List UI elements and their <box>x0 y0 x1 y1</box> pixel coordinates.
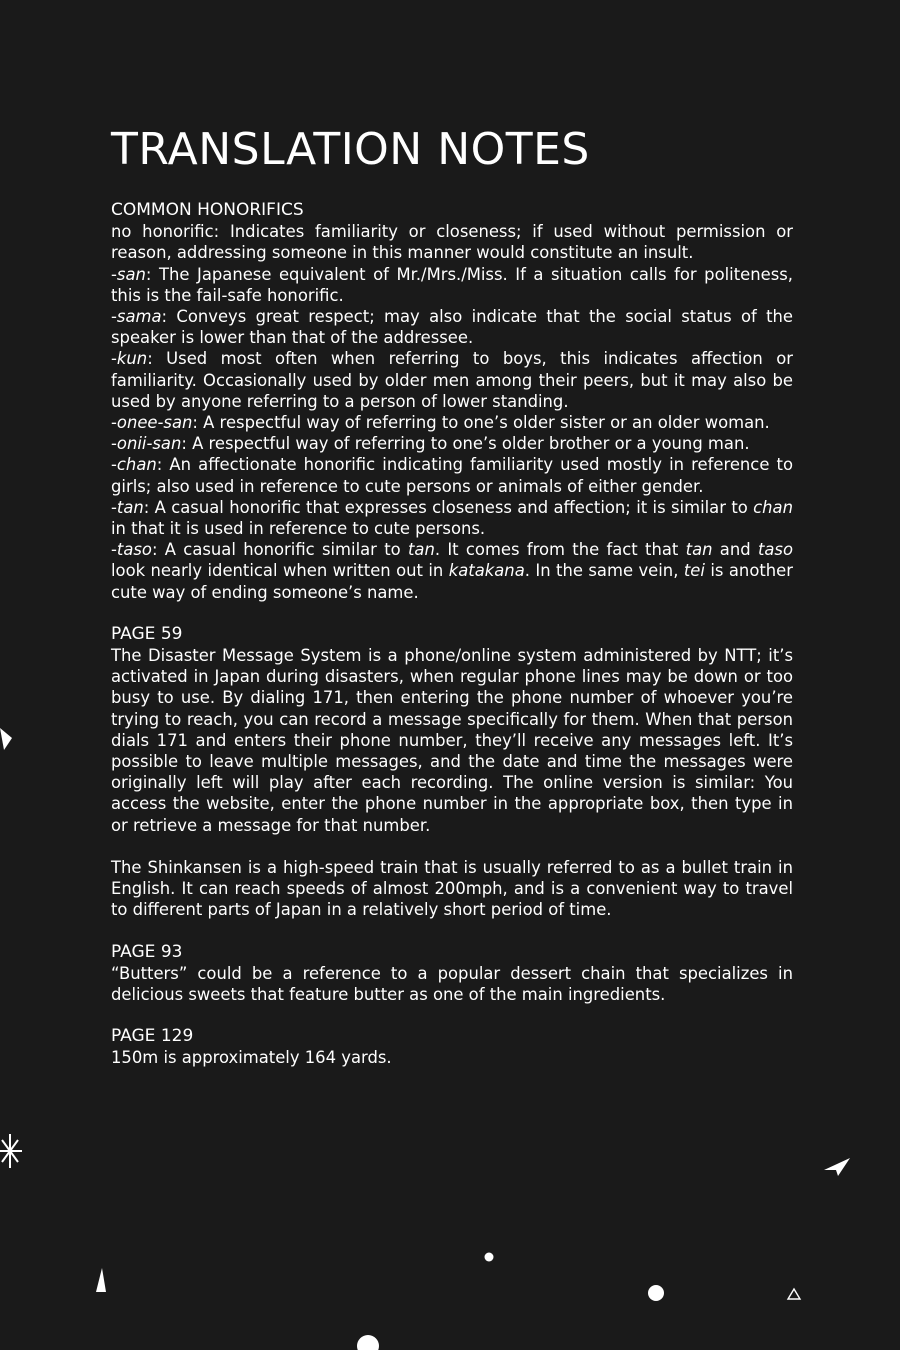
page-59-section <box>111 624 793 836</box>
honorific-definition-part: . It comes from the fact that <box>434 540 686 560</box>
italic-term: katakana <box>448 561 525 581</box>
honorific-definition: : Used most often when referring to boys, this indicates affection or familiarity. Occasionally used by older men among their peers, but it may also be used by anyone referring to a person of lower standing. <box>111 349 793 411</box>
honorific-prefix: - <box>111 264 117 284</box>
honorific-term: kun <box>116 349 148 369</box>
honorific-entry-taso <box>111 539 793 603</box>
honorific-term: onii-san <box>116 434 182 454</box>
honorific-definition-part: look nearly identical when written out in <box>111 561 449 581</box>
honorific-definition-part: . In the same vein, <box>524 561 684 581</box>
page-59-heading: PAGE 59 <box>111 623 183 644</box>
italic-term: tan <box>407 540 435 560</box>
paper-plane-triangle-icon <box>824 1156 852 1178</box>
honorific-definition: : Indicates familiarity or closeness; if used without permission or reason, addressing someone in this manner would constitute an insult. <box>111 222 793 263</box>
honorific-prefix: - <box>111 455 117 475</box>
honorific-prefix: - <box>111 413 117 433</box>
honorific-entry-kun <box>111 348 793 412</box>
honorifics-section <box>111 200 793 603</box>
sparkle-star-icon <box>0 1134 24 1168</box>
honorific-term: chan <box>116 455 157 475</box>
honorifics-heading: COMMON HONORIFICS <box>111 200 304 220</box>
honorific-entry-tan <box>111 497 793 539</box>
honorific-prefix: - <box>111 497 117 517</box>
italic-term: tan <box>685 540 713 560</box>
honorific-entry-onee-san <box>111 412 793 433</box>
honorific-prefix: - <box>111 540 117 560</box>
honorific-definition-part: : A casual honorific that expresses closeness and affection; it is similar to <box>143 497 754 517</box>
honorific-entry-none <box>111 221 793 263</box>
page-title: TRANSLATION NOTES <box>111 124 590 175</box>
honorific-entry-sama <box>111 306 793 348</box>
honorific-entry-onii-san <box>111 433 793 454</box>
honorific-term: no honorific <box>111 222 214 242</box>
honorific-term: san <box>116 264 146 284</box>
page-129-heading: PAGE 129 <box>111 1026 194 1047</box>
triangle-shard-icon <box>0 728 14 752</box>
large-dot-icon <box>647 1284 665 1302</box>
honorific-entry-san <box>111 264 793 306</box>
italic-term: tei <box>683 561 705 581</box>
honorific-entry-chan <box>111 454 793 496</box>
honorific-prefix: - <box>111 307 117 327</box>
honorific-definition: : The Japanese equivalent of Mr./Mrs./Miss. If a situation calls for politeness, this is the fail-safe honorific. <box>111 264 793 305</box>
triangle-outline-icon <box>786 1287 802 1301</box>
honorific-prefix: - <box>111 434 117 454</box>
page-93-section <box>111 942 793 1006</box>
page-93-paragraph: “Butters” could be a reference to a popular dessert chain that specializes in delicious sweets that feature butter as one of the main ingredients. <box>111 963 793 1004</box>
translation-notes <box>111 124 793 1090</box>
honorific-definition: : A respectful way of referring to one’s older brother or a young man. <box>181 434 750 454</box>
honorific-definition-part: : A casual honorific similar to <box>151 540 408 560</box>
page-59-paragraph-shinkansen: The Shinkansen is a high-speed train that is usually referred to as a bullet train in English. It can reach speeds of almost 200mph, and is a convenient way to travel to different parts of Japan in a relatively short period of time. <box>111 857 793 920</box>
honorific-term: tan <box>116 497 144 517</box>
honorific-definition-part: is another cute way of ending someone’s name. <box>111 561 793 602</box>
honorific-definition-part: in that it is used in reference to cute persons. <box>111 519 486 539</box>
honorific-term: sama <box>116 307 162 327</box>
honorific-definition-part: and <box>712 540 758 560</box>
page-59-paragraph-disaster-message: The Disaster Message System is a phone/online system administered by NTT; it’s activated in Japan during disasters, when regular phone lines may be down or too busy to use. By dialing 171, then entering the phone number of whoever you’re trying to reach, you can record a message specifically for them. When that person dials 171 and enters their phone number, they’ll receive any messages left. It’s possible to leave multiple messages, and the date and time the messages were originally left will play after each recording. The online version is similar: You access the website, enter the phone number in the appropriate box, then type in or retrieve a message for that number. <box>111 646 793 835</box>
honorific-term: onee-san <box>116 413 193 433</box>
italic-term: taso <box>757 540 793 560</box>
honorific-definition: : An affectionate honorific indicating familiarity used mostly in reference to girls; also used in reference to cute persons or animals of either gender. <box>111 455 793 496</box>
page-129-paragraph: 150m is approximately 164 yards. <box>111 1048 392 1068</box>
page-129-section <box>111 1026 793 1068</box>
honorific-definition: : A respectful way of referring to one’s older sister or an older woman. <box>192 413 770 433</box>
small-dot-icon <box>483 1251 495 1263</box>
page-59-shinkansen-section <box>111 857 793 921</box>
honorific-prefix: - <box>111 349 117 369</box>
half-circle-icon <box>355 1333 381 1350</box>
italic-term: chan <box>753 497 793 517</box>
spike-triangle-icon <box>94 1268 108 1294</box>
honorific-definition: : Conveys great respect; may also indicate that the social status of the speaker is lower than that of the addressee. <box>111 307 793 348</box>
honorific-term: taso <box>116 540 152 560</box>
page-93-heading: PAGE 93 <box>111 941 183 962</box>
